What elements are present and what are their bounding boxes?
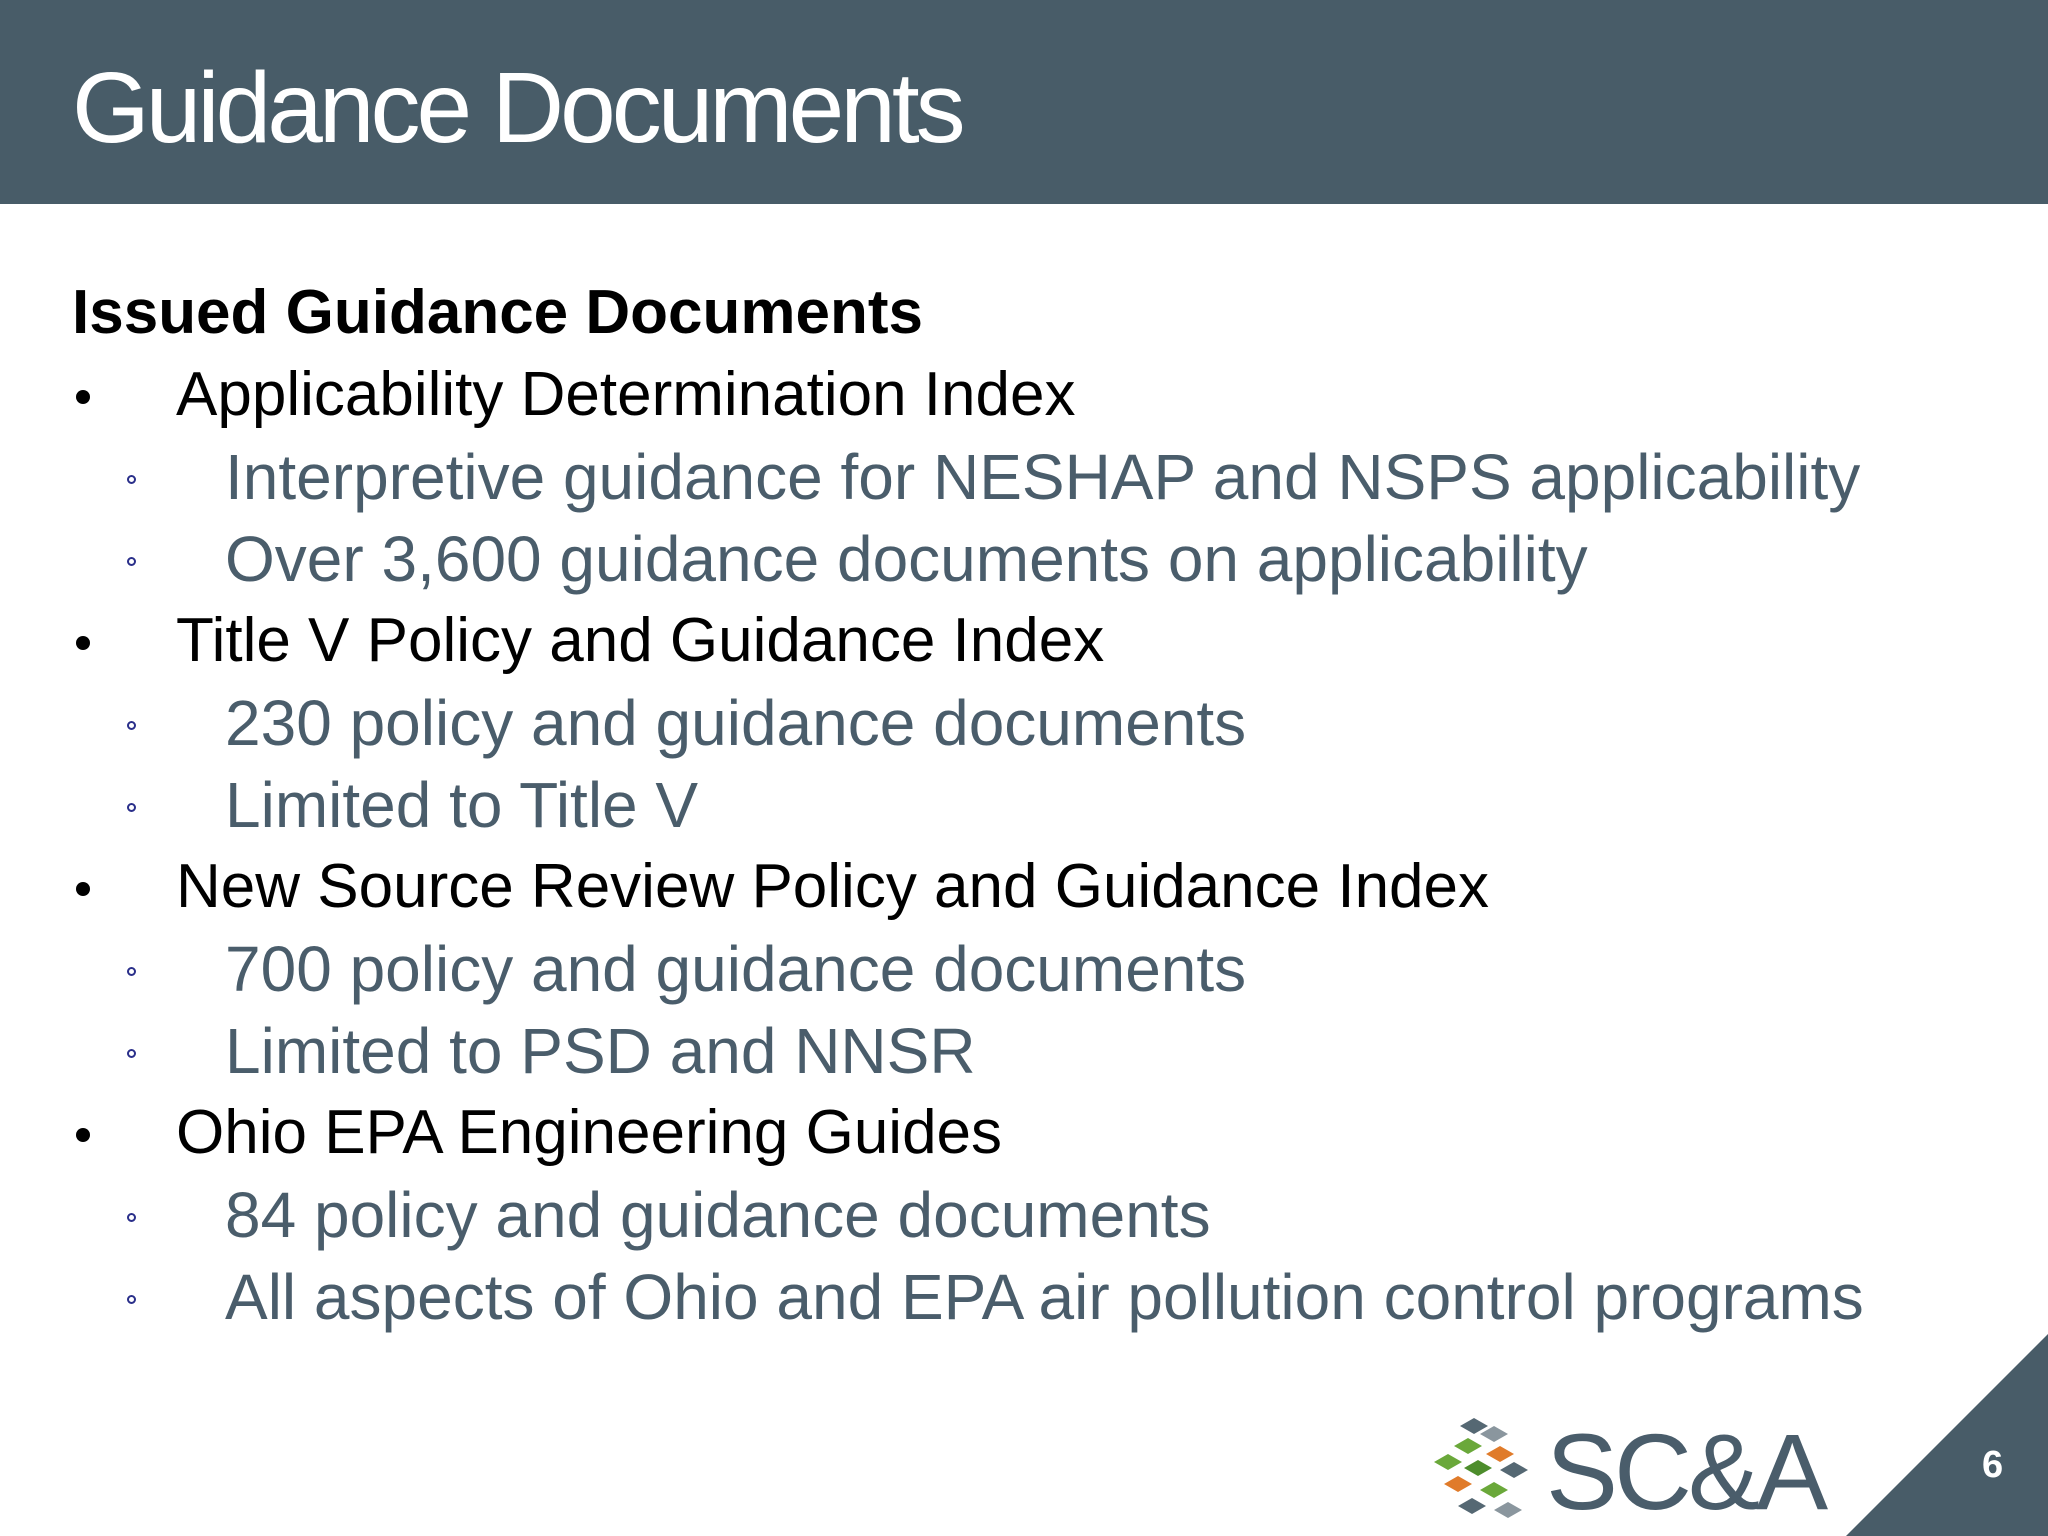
bullet-label: Title V Policy and Guidance Index xyxy=(176,606,1105,675)
sub-bullet-ring-icon xyxy=(127,475,136,484)
bullet-list xyxy=(72,354,2032,1338)
logo-tile xyxy=(1480,1426,1508,1442)
logo-tile xyxy=(1460,1418,1488,1434)
sub-bullet-ring-icon xyxy=(127,1049,136,1058)
sub-bullet-item xyxy=(72,928,2032,1010)
bullet-label: New Source Review Policy and Guidance Index xyxy=(176,852,1490,921)
sub-bullet-item xyxy=(72,1256,2032,1338)
sub-bullet-ring-icon xyxy=(127,1213,136,1222)
slide-content xyxy=(72,272,2032,1338)
sub-bullet-item xyxy=(72,436,2032,518)
logo-tile xyxy=(1464,1460,1492,1476)
logo-tile xyxy=(1500,1462,1528,1478)
bullet-dot-icon xyxy=(76,882,90,896)
bullet-item xyxy=(72,600,2032,682)
logo-tile xyxy=(1444,1476,1472,1492)
sub-bullet-label: Limited to Title V xyxy=(225,769,699,841)
bullet-dot-icon xyxy=(76,636,90,650)
corner-triangle xyxy=(1846,1334,2048,1536)
sub-bullet-label: 700 policy and guidance documents xyxy=(225,933,1247,1005)
sub-bullet-item xyxy=(72,1174,2032,1256)
sub-bullet-ring-icon xyxy=(127,967,136,976)
logo-tile xyxy=(1454,1438,1482,1454)
bullet-label: Ohio EPA Engineering Guides xyxy=(176,1098,1003,1167)
section-heading: Issued Guidance Documents xyxy=(72,278,923,347)
bullet-dot-icon xyxy=(76,1128,90,1142)
page-number: 6 xyxy=(1982,1444,2004,1486)
bullet-dot-icon xyxy=(76,390,90,404)
logo-tile xyxy=(1480,1482,1508,1498)
sub-bullet-ring-icon xyxy=(127,1295,136,1304)
sub-bullet-ring-icon xyxy=(127,803,136,812)
sub-bullet-label: 230 policy and guidance documents xyxy=(225,687,1247,759)
sub-bullet-label: Limited to PSD and NNSR xyxy=(225,1015,976,1087)
bullet-label: Applicability Determination Index xyxy=(176,360,1076,429)
bullet-item xyxy=(72,846,2032,928)
sub-bullet-ring-icon xyxy=(127,721,136,730)
sub-bullet-item xyxy=(72,682,2032,764)
sub-bullet-item xyxy=(72,764,2032,846)
logo-tile xyxy=(1494,1502,1522,1518)
logo-tile xyxy=(1458,1498,1486,1514)
logo-tile xyxy=(1486,1446,1514,1462)
sub-bullet-item xyxy=(72,1010,2032,1092)
bullet-item xyxy=(72,1092,2032,1174)
sub-bullet-label: All aspects of Ohio and EPA air pollution control programs xyxy=(225,1261,1864,1333)
sub-bullet-item xyxy=(72,518,2032,600)
sub-bullet-label: 84 policy and guidance documents xyxy=(225,1179,1211,1251)
logo-wordmark: SC&A xyxy=(1546,1411,1825,1532)
company-logo xyxy=(1428,1408,1848,1536)
logo-mark-icon xyxy=(1428,1412,1554,1530)
slide-title: Guidance Documents xyxy=(72,52,962,164)
sub-bullet-label: Over 3,600 guidance documents on applicability xyxy=(225,523,1588,595)
sub-bullet-ring-icon xyxy=(127,557,136,566)
logo-tile xyxy=(1434,1454,1462,1470)
sub-bullet-label: Interpretive guidance for NESHAP and NSPS applicability xyxy=(225,441,1861,513)
bullet-item xyxy=(72,354,2032,436)
